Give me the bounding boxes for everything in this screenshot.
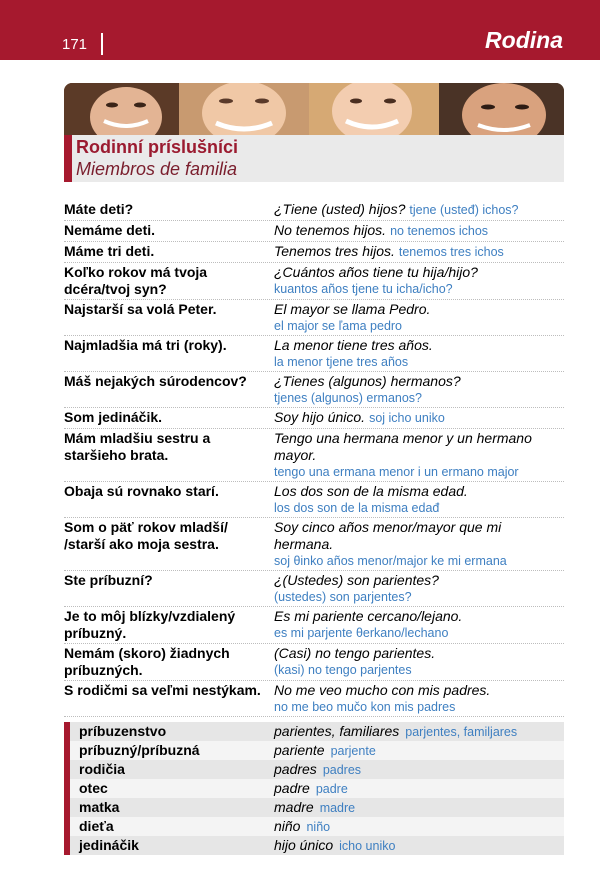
phrase-pronunciation: el major se ľama pedro	[274, 319, 403, 333]
vocab-spanish-cell	[274, 779, 564, 798]
phrase-spanish-cell	[274, 645, 564, 679]
phrase-slovak: Koľko rokov má tvoja dcéra/tvoj syn?	[64, 264, 208, 297]
phrase-spanish-cell	[274, 222, 564, 240]
vocab-spanish-cell	[274, 798, 564, 817]
vocab-pronunciation: parjente	[330, 744, 376, 758]
page-number: 171	[62, 36, 88, 53]
phrase-spanish: ¿(Ustedes) son parientes?	[274, 572, 439, 588]
vocab-pronunciation: icho uniko	[339, 839, 396, 853]
phrase-pronunciation: no me beo mučo kon mis padres	[274, 700, 456, 714]
vocab-spanish: madre	[274, 799, 314, 815]
phrase-spanish-cell	[274, 430, 564, 480]
vocab-row	[64, 779, 564, 798]
vocab-spanish: padres	[274, 761, 317, 777]
phrase-slovak: Najstarší sa volá Peter.	[64, 301, 217, 317]
phrase-slovak: Máte deti?	[64, 201, 134, 217]
phrase-pronunciation: kuantos años tjene tu icha/icho?	[274, 282, 453, 296]
phrase-spanish: Soy hijo único.	[274, 409, 366, 425]
vocab-pronunciation: madre	[319, 801, 356, 815]
phrase-pronunciation: es mi parjente θerkano/lechano	[274, 626, 449, 640]
phrase-pronunciation: los dos son de la misma edađ	[274, 501, 440, 515]
phrase-spanish: Tengo una hermana menor y un hermano mayor.	[274, 430, 532, 463]
phrase-spanish-cell	[274, 301, 564, 334]
family-photo-banner	[64, 83, 564, 135]
phrase-pronunciation: soj icho uniko	[369, 411, 445, 425]
vocab-spanish-cell	[274, 722, 564, 741]
vocab-pronunciation: niño	[306, 820, 331, 834]
phrase-row	[64, 300, 564, 336]
phrase-pronunciation: soj θinko años menor/major ke mi ermana	[274, 554, 507, 568]
chapter-title: Rodina	[485, 27, 563, 53]
vocab-row	[64, 817, 564, 836]
section-title-spanish: Miembros de familia	[76, 159, 238, 179]
section-heading	[64, 135, 564, 182]
phrase-row	[64, 482, 564, 518]
vocab-spanish: niño	[274, 818, 301, 834]
header-divider	[101, 33, 103, 55]
phrase-spanish-cell	[274, 409, 564, 427]
vocab-slovak: rodičia	[79, 761, 125, 777]
vocab-slovak: dieťa	[79, 818, 114, 834]
phrase-spanish-cell	[274, 264, 564, 298]
phrase-spanish: No me veo mucho con mis padres.	[274, 682, 491, 698]
vocab-spanish-cell	[274, 836, 564, 855]
phrase-pronunciation: no tenemos ichos	[390, 224, 489, 238]
phrase-spanish: (Casi) no tengo parientes.	[274, 645, 436, 661]
phrase-spanish: El mayor se llama Pedro.	[274, 301, 431, 317]
vocab-spanish-cell	[274, 760, 564, 779]
phrase-spanish: ¿Cuántos años tiene tu hija/hijo?	[274, 264, 478, 280]
phrase-pronunciation: tengo una ermana menor i un ermano major	[274, 465, 519, 479]
vocab-row	[64, 741, 564, 760]
phrase-list	[64, 200, 564, 717]
phrase-row	[64, 221, 564, 242]
phrase-spanish-cell	[274, 243, 564, 261]
phrase-spanish: Es mi pariente cercano/lejano.	[274, 608, 463, 624]
phrase-slovak: Nemáme deti.	[64, 222, 156, 238]
vocab-slovak: jedináčik	[79, 837, 139, 853]
vocab-row	[64, 760, 564, 779]
phrase-spanish: Tenemos tres hijos.	[274, 243, 395, 259]
phrase-row	[64, 242, 564, 263]
vocab-spanish: parientes, familiares	[274, 723, 400, 739]
phrase-row	[64, 571, 564, 607]
vocab-spanish-cell	[274, 817, 564, 836]
phrase-slovak: S rodičmi sa veľmi nestýkam.	[64, 682, 261, 698]
vocab-row	[64, 836, 564, 855]
phrase-row	[64, 429, 564, 482]
phrase-row	[64, 681, 564, 717]
phrase-slovak: Je to môj blízky/vzdialený príbuzný.	[64, 608, 236, 641]
vocab-spanish-cell	[274, 741, 564, 760]
phrase-spanish-cell	[274, 337, 564, 370]
phrase-pronunciation: tjenes (algunos) ermanos?	[274, 391, 422, 405]
phrase-row	[64, 607, 564, 644]
vocab-spanish: pariente	[274, 742, 325, 758]
section-title-slovak: Rodinní príslušníci	[76, 137, 239, 157]
phrase-slovak: Ste príbuzní?	[64, 572, 153, 588]
phrase-spanish-cell	[274, 201, 564, 219]
vocab-row	[64, 722, 564, 741]
phrase-pronunciation: la menor tjene tres años	[274, 355, 409, 369]
phrase-slovak: Obaja sú rovnako starí.	[64, 483, 219, 499]
vocab-row	[64, 798, 564, 817]
phrase-row	[64, 200, 564, 221]
phrase-pronunciation: tjene (usteđ) ichos?	[409, 203, 519, 217]
vocab-pronunciation: padre	[315, 782, 348, 796]
phrase-row	[64, 518, 564, 571]
phrase-row	[64, 372, 564, 408]
phrase-spanish: Soy cinco años menor/mayor que mi hermana.	[274, 519, 502, 552]
phrase-spanish: Los dos son de la misma edad.	[274, 483, 468, 499]
phrase-spanish: ¿Tienes (algunos) hermanos?	[274, 373, 461, 389]
phrase-slovak: Som o päť rokov mladší/ /starší ako moja sestra.	[64, 519, 228, 552]
phrase-slovak: Som jedináčik.	[64, 409, 163, 425]
vocab-slovak: otec	[79, 780, 108, 796]
phrase-spanish-cell	[274, 572, 564, 605]
phrase-pronunciation: (kasi) no tengo parjentes	[274, 663, 412, 677]
phrase-spanish: No tenemos hijos.	[274, 222, 387, 238]
phrase-spanish: La menor tiene tres años.	[274, 337, 433, 353]
phrase-spanish-cell	[274, 519, 564, 569]
phrase-pronunciation: tenemos tres ichos	[398, 245, 504, 259]
vocab-slovak: príbuzenstvo	[79, 723, 167, 739]
phrase-slovak: Máš nejakých súrodencov?	[64, 373, 247, 389]
section-accent-bar	[64, 135, 72, 182]
phrase-slovak: Najmladšia má tri (roky).	[64, 337, 227, 353]
phrase-slovak: Nemám (skoro) žiadnych príbuzných.	[64, 645, 230, 678]
phrase-spanish-cell	[274, 373, 564, 406]
phrase-slovak: Mám mladšiu sestru a staršieho brata.	[64, 430, 211, 463]
phrase-row	[64, 263, 564, 300]
phrase-row	[64, 336, 564, 372]
vocab-pronunciation: padres	[322, 763, 362, 777]
phrase-spanish-cell	[274, 608, 564, 642]
phrase-row	[64, 644, 564, 681]
vocab-spanish: hijo único	[274, 837, 334, 853]
phrase-spanish-cell	[274, 483, 564, 516]
vocabulary-list	[64, 722, 564, 855]
phrase-spanish: ¿Tiene (usted) hijos?	[274, 201, 406, 217]
vocab-pronunciation: parjentes, familjares	[405, 725, 518, 739]
phrase-row	[64, 408, 564, 429]
vocab-slovak: matka	[79, 799, 120, 815]
vocab-slovak: príbuzný/príbuzná	[79, 742, 200, 758]
phrase-pronunciation: (ustedes) son parjentes?	[274, 590, 412, 604]
phrase-slovak: Máme tri deti.	[64, 243, 155, 259]
phrase-spanish-cell	[274, 682, 564, 715]
vocab-spanish: padre	[274, 780, 310, 796]
